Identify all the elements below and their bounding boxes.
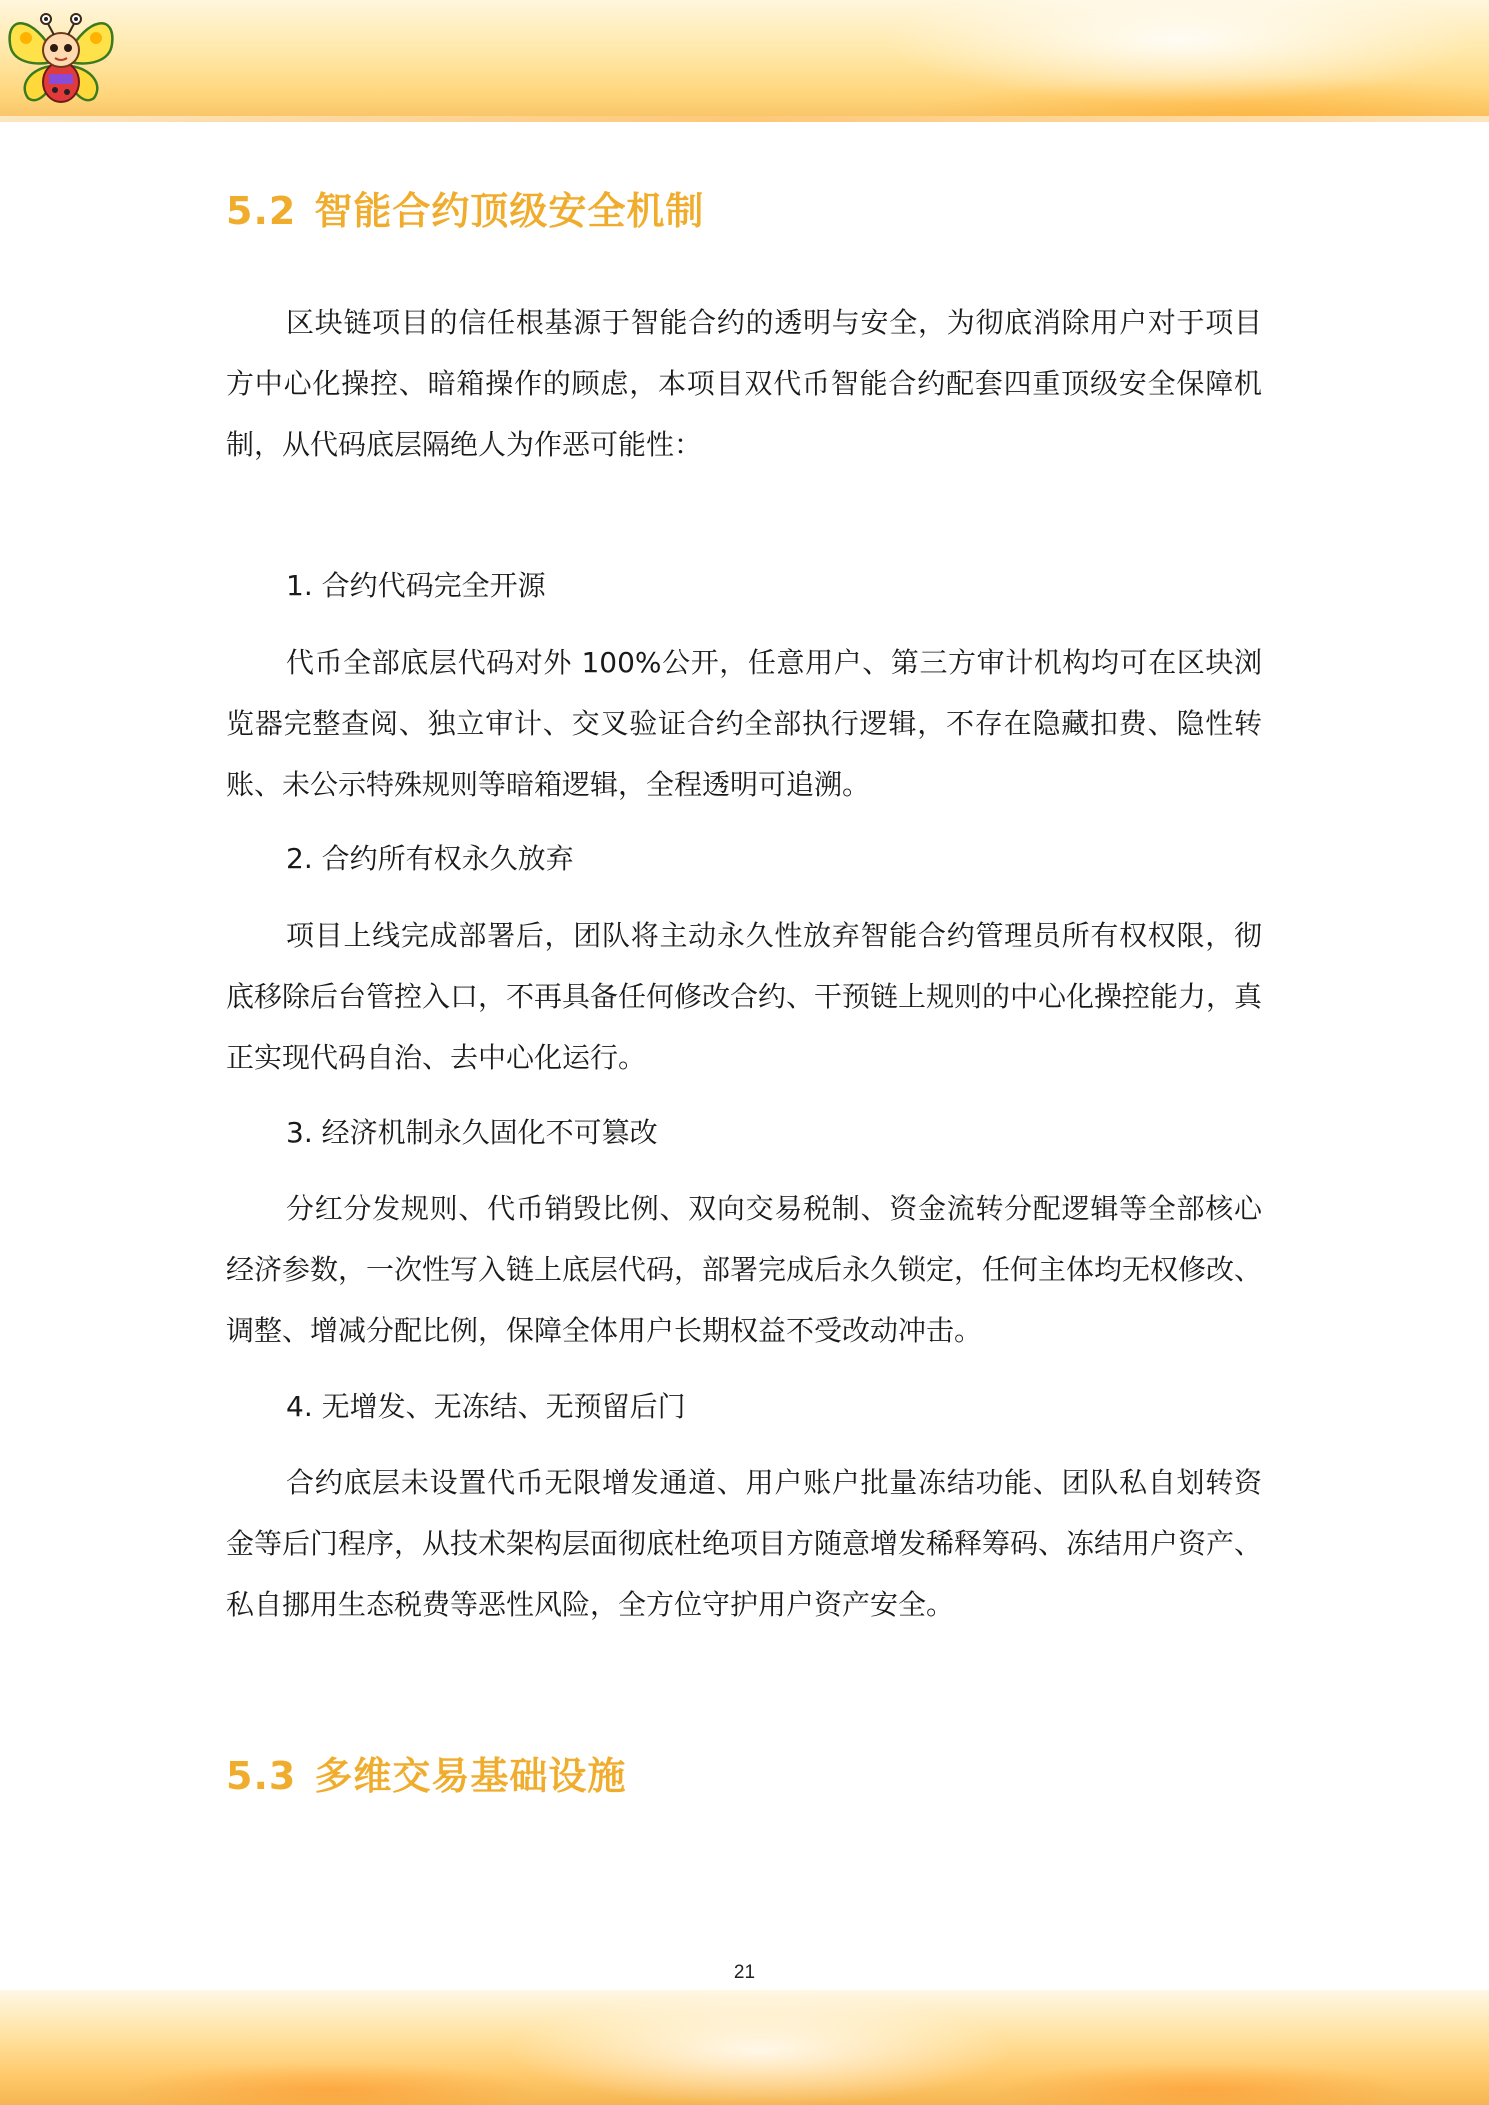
page-footer-banner [0,1990,1489,2105]
intro-paragraph: 区块链项目的信任根基源于智能合约的透明与安全，为彻底消除用户对于项目方中心化操控、暗箱操作的顾虑，本项目双代币智能合约配套四重顶级安全保障机制，从代码底层隔绝人为作恶可能性： [226,306,1262,461]
item-body-4: 合约底层未设置代币无限增发通道、用户账户批量冻结功能、团队私自划转资金等后门程序，从技术架构层面彻底杜绝项目方随意增发稀释筹码、冻结用户资产、私自挪用生态税费等恶性风险，全方位守护用户资产安全。 [226,1466,1263,1621]
section-heading-5-2 [226,180,704,235]
item-heading-4: 4. 无增发、无冻结、无预留后门 [286,1390,686,1423]
item-heading-1: 1. 合约代码完全开源 [286,569,546,602]
item-heading-3: 3. 经济机制永久固化不可篡改 [286,1116,658,1149]
section-number: 5.3 [226,1754,297,1798]
item-body-2: 项目上线完成部署后，团队将主动永久性放弃智能合约管理员所有权权限，彻底移除后台管控入口，不再具备任何修改合约、干预链上规则的中心化操控能力，真正实现代码自治、去中心化运行。 [226,919,1263,1074]
item-heading-2: 2. 合约所有权永久放弃 [286,842,574,875]
section-title: 智能合约顶级安全机制 [314,189,705,233]
section-heading-5-3 [226,1745,626,1800]
page-header-banner [0,0,1489,122]
item-body-1: 代币全部底层代码对外 100%公开，任意用户、第三方审计机构均可在区块浏览器完整查阅、独立审计、交叉验证合约全部执行逻辑，不存在隐藏扣费、隐性转账、未公示特殊规则等暗箱逻辑，全程透明可追溯。 [226,646,1262,801]
page-number: 21 [733,1962,756,1983]
item-body-3: 分红分发规则、代币销毁比例、双向交易税制、资金流转分配逻辑等全部核心经济参数，一次性写入链上底层代码，部署完成后永久锁定，任何主体均无权修改、调整、增减分配比例，保障全体用户长期权益不受改动冲击。 [226,1192,1263,1347]
butterfly-ladybug-mascot-icon [4,6,118,106]
section-title: 多维交易基础设施 [314,1754,627,1798]
section-number: 5.2 [226,189,297,233]
